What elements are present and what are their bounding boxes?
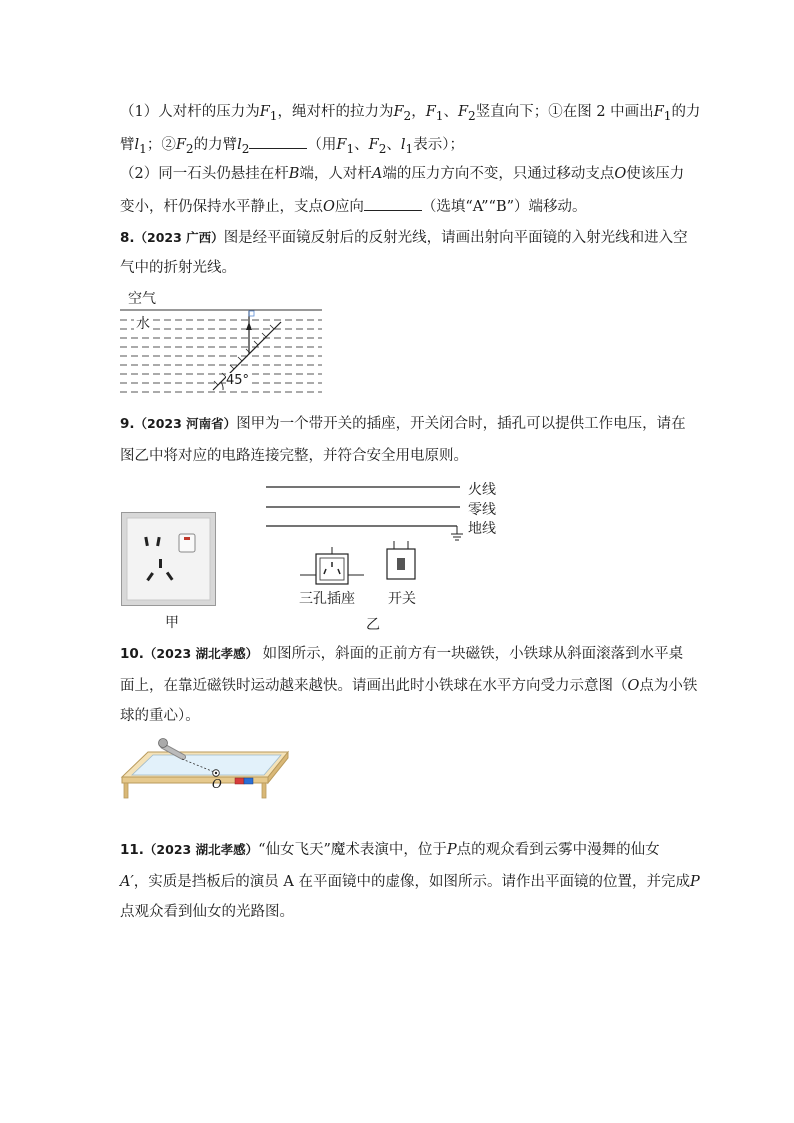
- q9-line2: 图乙中将对应的电路连接完整，并符合安全用电原则。: [120, 448, 468, 464]
- label-o: O: [212, 777, 222, 791]
- label-live: 火线: [468, 482, 496, 498]
- q11-line2: A′，实质是挡板后的演员 A 在平面镜中的虚像，如图所示。请作出平面镜的位置，并完成P: [120, 874, 700, 890]
- ray-arrow: [246, 322, 252, 330]
- answer-blank: [249, 134, 307, 149]
- label-switch: 开关: [388, 591, 416, 607]
- label-fig-a: 甲: [165, 615, 179, 631]
- q10-line1: 10.（2023 湖北孝感） 如图所示，斜面的正前方有一块磁铁，小铁球从斜面滚落到水平桌: [120, 646, 684, 662]
- q10-line3: 球的重心）。: [120, 708, 200, 724]
- q8-line2: 气中的折射光线。: [120, 260, 236, 276]
- label-angle: 45°: [226, 373, 250, 388]
- label-ground: 地线: [468, 521, 496, 537]
- q7-part2-line1: （2）同一石头仍悬挂在杆B端，人对杆A端的压力方向不变，只通过移动支点O使该压力: [120, 166, 685, 182]
- magnet-blue: [244, 778, 253, 784]
- q11-line1: 11.（2023 湖北孝感）“仙女飞天”魔术表演中，位于P点的观众看到云雾中漫舞的仙女: [120, 842, 660, 858]
- label-fig-b: 乙: [366, 617, 380, 633]
- magnet-red: [235, 778, 244, 784]
- label-air: 空气: [128, 291, 156, 307]
- q10-line2: 面上，在靠近磁铁时运动越来越快。请画出此时小铁球在水平方向受力示意图（O点为小铁: [120, 678, 698, 694]
- q10-table-figure: [118, 734, 292, 800]
- q9-line1: 9.（2023 河南省）图甲为一个带开关的插座，开关闭合时，插孔可以提供工作电压，请在: [120, 416, 686, 432]
- q7-part1-line1: （1）人对杆的压力为$F_1$，绳对杆的拉力为$F_2$，$F_1$、$F_2$竖直向下；①在图 2 中画出$F_1$的力: [120, 104, 701, 123]
- q7-part1-line2: 臂$l_1$；$②F_2$的力臂$l_2$ （用$F_1$、$F_2$、$l_1$表示）；: [120, 134, 680, 159]
- q7-part2-line2: 变小，杆仍保持水平静止，支点O应向 （选填“A”“B”）端移动。: [120, 196, 680, 217]
- circuit-diagram: [262, 478, 472, 598]
- label-neutral: 零线: [468, 502, 496, 518]
- q8-line1: 8.（2023 广西）图是经平面镜反射后的反射光线，请画出射向平面镜的入射光线和进入空: [120, 230, 688, 246]
- answer-blank: [364, 196, 422, 211]
- socket-photo: [121, 512, 216, 606]
- label-socket: 三孔插座: [299, 591, 355, 607]
- iron-ball: [159, 739, 168, 748]
- q11-line3: 点观众看到仙女的光路图。: [120, 904, 294, 920]
- label-water: 水: [134, 313, 152, 333]
